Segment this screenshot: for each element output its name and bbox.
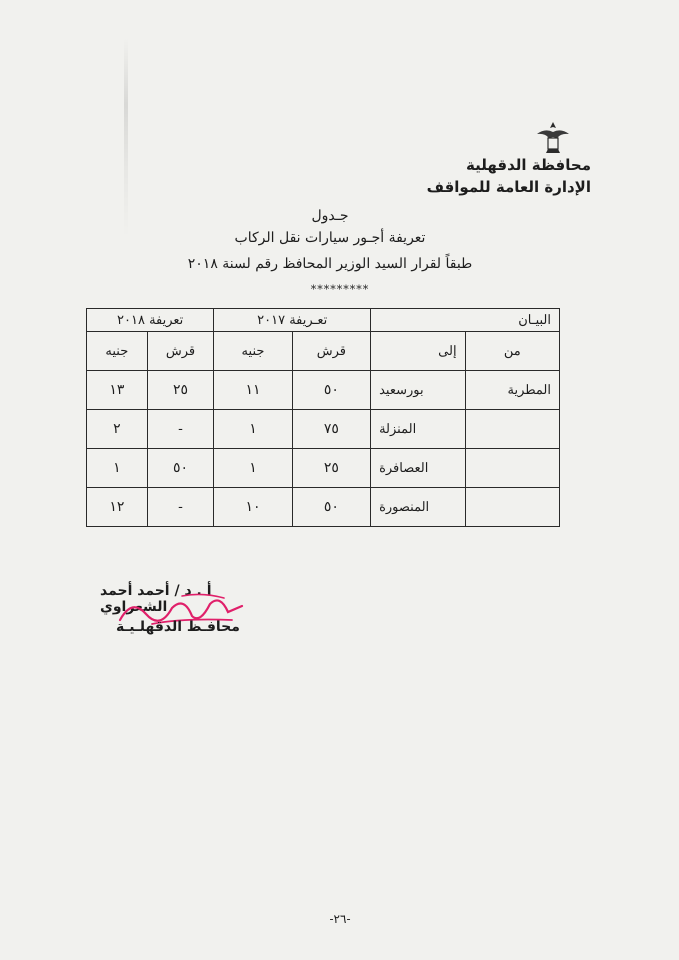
table-row — [87, 371, 560, 410]
doc-heading: جـدول — [311, 208, 349, 224]
signatory-title: محافـظ الدقهلـيـة — [116, 619, 240, 635]
table-group-header-row — [87, 309, 560, 332]
header-pound-2018: جنيه — [87, 332, 148, 371]
cell-from — [465, 449, 559, 488]
page-number: -٢٦- — [329, 912, 351, 926]
table-row — [87, 488, 560, 527]
cell-to: المنصورة — [371, 488, 466, 527]
cell-pound-2018: ٢ — [87, 410, 148, 449]
header-to: إلى — [371, 332, 466, 371]
header-piaster-2017: قرش — [292, 332, 370, 371]
governorate-name: محافظة الدقهلية — [466, 156, 591, 174]
decree-reference: طبقاً لقرار السيد الوزير المحافظ رقم لسنة ٢٠١٨ — [187, 256, 473, 272]
cell-pound-2017: ١ — [214, 410, 292, 449]
header-tariff-2017: تعـريفة ٢٠١٧ — [214, 309, 371, 332]
cell-pound-2017: ١١ — [214, 371, 292, 410]
table-row — [87, 449, 560, 488]
cell-piaster-2017: ٧٥ — [292, 410, 370, 449]
cell-piaster-2017: ٥٠ — [292, 488, 370, 527]
header-statement: البيـان — [371, 309, 560, 332]
header-tariff-2018: تعريفة ٢٠١٨ — [87, 309, 214, 332]
cell-pound-2018: ١٣ — [87, 371, 148, 410]
cell-pound-2017: ١ — [214, 449, 292, 488]
department-name: الإدارة العامة للمواقف — [426, 178, 591, 196]
cell-to: العصافرة — [371, 449, 466, 488]
cell-from — [465, 488, 559, 527]
cell-pound-2018: ١٢ — [87, 488, 148, 527]
cell-pound-2017: ١٠ — [214, 488, 292, 527]
cell-piaster-2017: ٥٠ — [292, 371, 370, 410]
cell-piaster-2018: ٢٥ — [147, 371, 214, 410]
doc-subheading: تعريفة أجـور سيارات نقل الركاب — [234, 230, 426, 246]
fare-table — [86, 308, 560, 527]
table-sub-header-row — [87, 332, 560, 371]
header-from: من — [465, 332, 559, 371]
header-piaster-2018: قرش — [147, 332, 214, 371]
separator-stars: ********* — [310, 283, 370, 296]
cell-to: المنزلة — [371, 410, 466, 449]
cell-piaster-2018: - — [147, 410, 214, 449]
cell-from — [465, 410, 559, 449]
cell-piaster-2018: ٥٠ — [147, 449, 214, 488]
cell-piaster-2017: ٢٥ — [292, 449, 370, 488]
table-row — [87, 410, 560, 449]
cell-from: المطرية — [465, 371, 559, 410]
signatory-name: أ . د / أحمد أحمد الشعراوي — [100, 583, 212, 615]
eagle-emblem-icon — [533, 118, 573, 158]
cell-pound-2018: ١ — [87, 449, 148, 488]
cell-to: بورسعيد — [371, 371, 466, 410]
cell-piaster-2018: - — [147, 488, 214, 527]
header-pound-2017: جنيه — [214, 332, 292, 371]
